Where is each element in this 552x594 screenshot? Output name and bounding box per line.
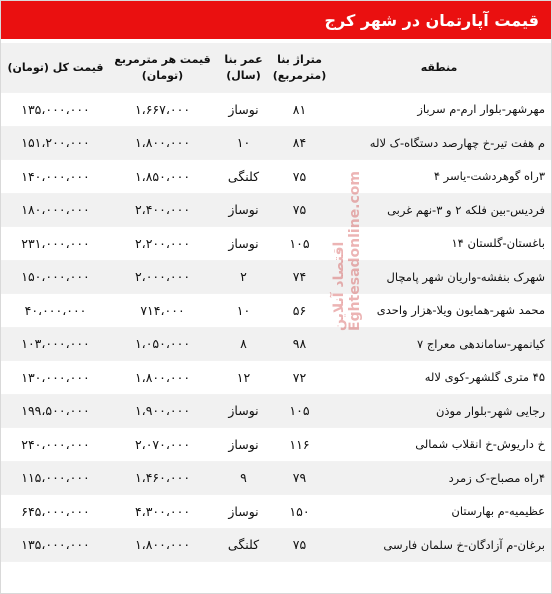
header-age xyxy=(215,43,272,93)
header-total-price-label: قیمت کل (تومان) xyxy=(7,60,104,74)
cell-area: فردیس-بین فلکه ۲ و ۳-نهم غربی xyxy=(327,194,551,228)
header-price-per-sqm-label: قیمت هر مترمربع xyxy=(114,52,211,66)
header-area-label: منطقه xyxy=(420,60,458,74)
cell-age: ۹ xyxy=(215,462,272,496)
cell-age: ۸ xyxy=(215,328,272,362)
cell-area: محمد شهر-همایون ویلا-هزار واحدی xyxy=(327,294,551,328)
header-area xyxy=(327,43,551,93)
cell-size: ۷۵ xyxy=(272,194,327,228)
cell-size: ۵۶ xyxy=(272,294,327,328)
cell-area: ۴راه مصباح-ک زمرد xyxy=(327,462,551,496)
cell-price-per-sqm: ۱،۸۵۰،۰۰۰ xyxy=(110,160,215,194)
cell-area: خ داریوش-خ انقلاب شمالی xyxy=(327,428,551,462)
cell-price-per-sqm: ۱،۴۶۰،۰۰۰ xyxy=(110,462,215,496)
header-size-unit: (مترمربع) xyxy=(272,68,327,82)
header-price-per-sqm xyxy=(110,43,215,93)
cell-price-per-sqm: ۱،۸۰۰،۰۰۰ xyxy=(110,529,215,563)
cell-area: عظیمیه-م بهارستان xyxy=(327,495,551,529)
cell-total-price: ۱۸۰،۰۰۰،۰۰۰ xyxy=(1,194,110,228)
cell-age: نوساز xyxy=(215,194,272,228)
cell-total-price: ۱۳۰،۰۰۰،۰۰۰ xyxy=(1,361,110,395)
cell-age: ۲ xyxy=(215,261,272,295)
cell-area: ۴۵ متری گلشهر-کوی لاله xyxy=(327,361,551,395)
cell-price-per-sqm: ۱،۶۶۷،۰۰۰ xyxy=(110,93,215,127)
cell-price-per-sqm: ۱،۸۰۰،۰۰۰ xyxy=(110,361,215,395)
cell-area: ۳راه گوهردشت-یاسر ۴ xyxy=(327,160,551,194)
cell-age: ۱۰ xyxy=(215,127,272,161)
cell-price-per-sqm: ۱،۰۵۰،۰۰۰ xyxy=(110,328,215,362)
cell-size: ۷۲ xyxy=(272,361,327,395)
header-size xyxy=(272,43,327,93)
cell-total-price: ۱۳۵،۰۰۰،۰۰۰ xyxy=(1,93,110,127)
cell-age: نوساز xyxy=(215,227,272,261)
cell-price-per-sqm: ۴،۳۰۰،۰۰۰ xyxy=(110,495,215,529)
cell-area: رجایی شهر-بلوار موذن xyxy=(327,395,551,429)
cell-size: ۱۵۰ xyxy=(272,495,327,529)
cell-price-per-sqm: ۲،۰۷۰،۰۰۰ xyxy=(110,428,215,462)
price-table xyxy=(1,43,551,562)
cell-age: کلنگی xyxy=(215,529,272,563)
cell-total-price: ۱۵۰،۰۰۰،۰۰۰ xyxy=(1,261,110,295)
cell-size: ۷۵ xyxy=(272,160,327,194)
header-age-label: عمر بنا xyxy=(224,52,263,66)
cell-size: ۹۸ xyxy=(272,328,327,362)
cell-area: مهرشهر-بلوار ارم-م سرباز xyxy=(327,93,551,127)
cell-size: ۱۱۶ xyxy=(272,428,327,462)
cell-age: نوساز xyxy=(215,428,272,462)
page-title: قیمت آپارتمان در شهر کرج xyxy=(1,1,551,39)
cell-price-per-sqm: ۲،۰۰۰،۰۰۰ xyxy=(110,261,215,295)
watermark-en: Eghtesadonline.com xyxy=(347,170,363,331)
cell-total-price: ۱۵۱،۲۰۰،۰۰۰ xyxy=(1,127,110,161)
cell-size: ۱۰۵ xyxy=(272,227,327,261)
cell-age: نوساز xyxy=(215,495,272,529)
cell-total-price: ۱۳۵،۰۰۰،۰۰۰ xyxy=(1,529,110,563)
cell-age: نوساز xyxy=(215,93,272,127)
cell-age: ۱۲ xyxy=(215,361,272,395)
cell-total-price: ۴۰،۰۰۰،۰۰۰ xyxy=(1,294,110,328)
cell-size: ۷۴ xyxy=(272,261,327,295)
cell-price-per-sqm: ۲،۲۰۰،۰۰۰ xyxy=(110,227,215,261)
cell-area: شهرک بنفشه-واریان شهر پامچال xyxy=(327,261,551,295)
header-price-per-sqm-unit: (تومان) xyxy=(141,68,184,82)
cell-size: ۸۴ xyxy=(272,127,327,161)
header-age-unit: (سال) xyxy=(226,68,261,82)
cell-total-price: ۶۴۵،۰۰۰،۰۰۰ xyxy=(1,495,110,529)
watermark-fa: اقتصاد آنلاین xyxy=(331,241,347,331)
cell-age: نوساز xyxy=(215,395,272,429)
cell-area: برغان-م آزادگان-خ سلمان فارسی xyxy=(327,529,551,563)
cell-size: ۸۱ xyxy=(272,93,327,127)
header-size-label: متراژ بنا xyxy=(277,52,322,66)
cell-total-price: ۱۱۵،۰۰۰،۰۰۰ xyxy=(1,462,110,496)
cell-price-per-sqm: ۱،۸۰۰،۰۰۰ xyxy=(110,127,215,161)
cell-size: ۱۰۵ xyxy=(272,395,327,429)
header-total-price xyxy=(1,43,110,93)
cell-price-per-sqm: ۷۱۴،۰۰۰ xyxy=(110,294,215,328)
cell-age: کلنگی xyxy=(215,160,272,194)
cell-total-price: ۱۴۰،۰۰۰،۰۰۰ xyxy=(1,160,110,194)
cell-total-price: ۲۳۱،۰۰۰،۰۰۰ xyxy=(1,227,110,261)
cell-area: م هفت تیر-خ چهارصد دستگاه-ک لاله xyxy=(327,127,551,161)
cell-total-price: ۱۰۳،۰۰۰،۰۰۰ xyxy=(1,328,110,362)
cell-size: ۷۵ xyxy=(272,529,327,563)
cell-total-price: ۲۴۰،۰۰۰،۰۰۰ xyxy=(1,428,110,462)
cell-total-price: ۱۹۹،۵۰۰،۰۰۰ xyxy=(1,395,110,429)
cell-area: باغستان-گلستان ۱۴ xyxy=(327,227,551,261)
cell-area: کیانمهر-ساماندهی معراج ۷ xyxy=(327,328,551,362)
cell-price-per-sqm: ۲،۴۰۰،۰۰۰ xyxy=(110,194,215,228)
cell-age: ۱۰ xyxy=(215,294,272,328)
cell-price-per-sqm: ۱،۹۰۰،۰۰۰ xyxy=(110,395,215,429)
cell-size: ۷۹ xyxy=(272,462,327,496)
